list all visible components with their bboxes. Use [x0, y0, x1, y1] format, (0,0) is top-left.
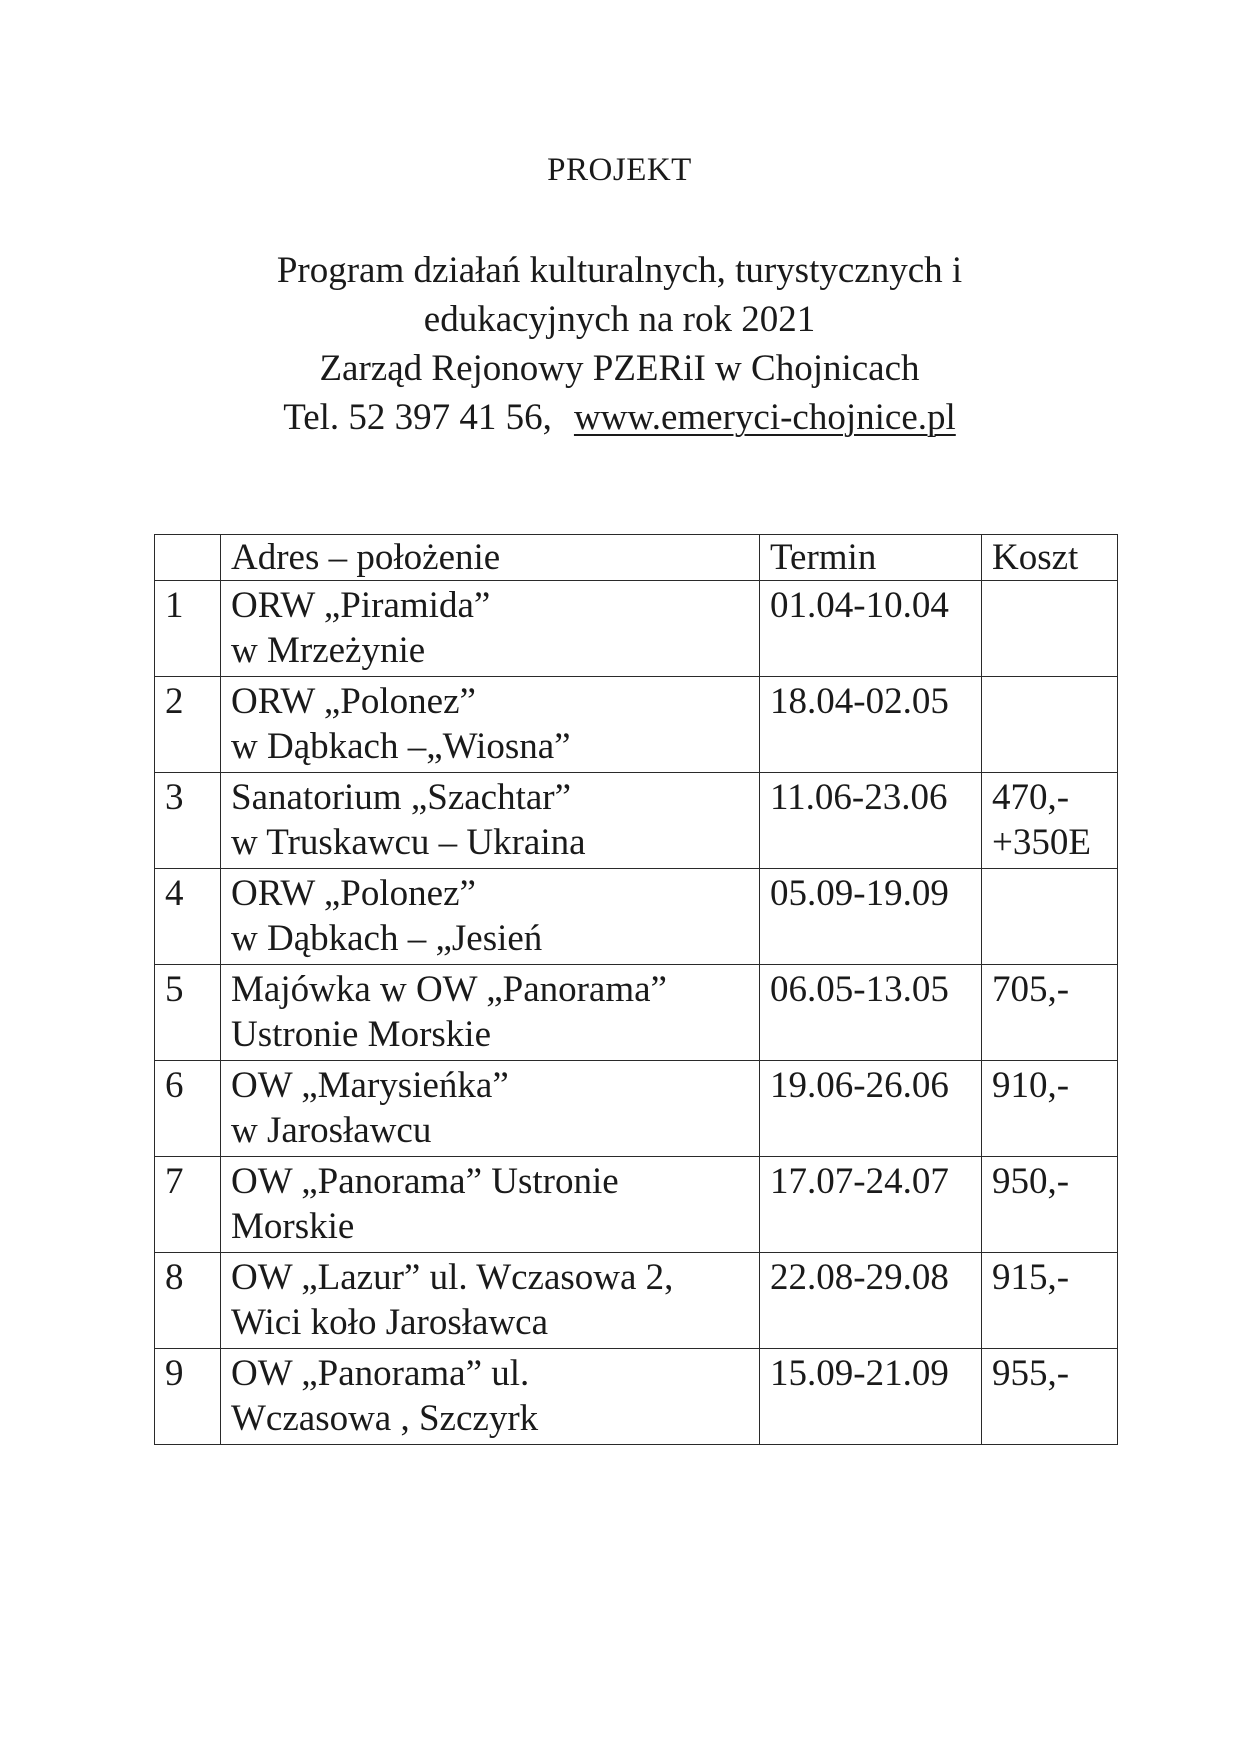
row-number: 2 — [155, 677, 221, 773]
address-line-2: w Dąbkach – „Jesień — [231, 918, 543, 959]
address-line-1: ORW „Polonez” — [231, 681, 476, 722]
row-term: 11.06-23.06 — [760, 773, 982, 869]
address-line-2: w Dąbkach –„Wiosna” — [231, 726, 571, 767]
row-term: 17.07-24.07 — [760, 1157, 982, 1253]
heading-line-1: Program działań kulturalnych, turystycznych i — [276, 250, 963, 291]
address-line-2: Wczasowa , Szczyrk — [231, 1398, 539, 1439]
address-line-2: w Mrzeżynie — [231, 630, 426, 671]
program-table — [154, 534, 1118, 1445]
cost-line-2: +350E — [992, 822, 1091, 863]
row-number: 7 — [155, 1157, 221, 1253]
row-address — [221, 677, 760, 773]
row-address — [221, 1061, 760, 1157]
cost-line-1: 950,- — [992, 1161, 1070, 1202]
table-row — [155, 1349, 1118, 1445]
cost-line-1: 955,- — [992, 1353, 1070, 1394]
row-cost — [982, 1061, 1118, 1157]
heading-line-2: edukacyjnych na rok 2021 — [423, 299, 816, 340]
address-line-1: OW „Lazur” ul. Wczasowa 2, — [231, 1257, 674, 1298]
table-row — [155, 869, 1118, 965]
row-cost — [982, 965, 1118, 1061]
row-term: 05.09-19.09 — [760, 869, 982, 965]
row-number: 6 — [155, 1061, 221, 1157]
phone-number: Tel. 52 397 41 56, — [283, 397, 552, 438]
table-row — [155, 677, 1118, 773]
row-address — [221, 1349, 760, 1445]
row-address — [221, 1253, 760, 1349]
address-line-1: ORW „Polonez” — [231, 873, 476, 914]
row-number: 1 — [155, 581, 221, 677]
address-line-2: w Jarosławcu — [231, 1110, 432, 1151]
address-line-1: OW „Panorama” Ustronie — [231, 1161, 619, 1202]
table-row — [155, 1061, 1118, 1157]
column-header-cost: Koszt — [982, 535, 1118, 581]
row-number: 5 — [155, 965, 221, 1061]
row-address — [221, 581, 760, 677]
row-term: 06.05-13.05 — [760, 965, 982, 1061]
cost-line-1: 705,- — [992, 969, 1070, 1010]
address-line-2: Morskie — [231, 1206, 355, 1247]
cost-line-1: 470,- — [992, 777, 1070, 818]
row-cost — [982, 1157, 1118, 1253]
table-header-row — [155, 535, 1118, 581]
row-address — [221, 965, 760, 1061]
heading-line-3: Zarząd Rejonowy PZERiI w Chojnicach — [319, 348, 920, 389]
row-term: 19.06-26.06 — [760, 1061, 982, 1157]
row-cost — [982, 677, 1118, 773]
column-header-number — [155, 535, 221, 581]
row-number: 4 — [155, 869, 221, 965]
row-address — [221, 1157, 760, 1253]
row-term: 18.04-02.05 — [760, 677, 982, 773]
row-term: 22.08-29.08 — [760, 1253, 982, 1349]
column-header-term: Termin — [760, 535, 982, 581]
row-number: 8 — [155, 1253, 221, 1349]
row-term: 15.09-21.09 — [760, 1349, 982, 1445]
row-cost — [982, 581, 1118, 677]
table-row — [155, 581, 1118, 677]
address-line-1: OW „Panorama” ul. — [231, 1353, 530, 1394]
table-body — [155, 535, 1118, 1445]
row-term: 01.04-10.04 — [760, 581, 982, 677]
row-cost — [982, 773, 1118, 869]
cost-line-1: 915,- — [992, 1257, 1070, 1298]
contact-line — [0, 393, 1239, 442]
table-row — [155, 1157, 1118, 1253]
address-line-2: w Truskawcu – Ukraina — [231, 822, 586, 863]
row-number: 9 — [155, 1349, 221, 1445]
row-number: 3 — [155, 773, 221, 869]
document-title: PROJEKT — [547, 152, 692, 188]
address-line-1: OW „Marysieńka” — [231, 1065, 509, 1106]
address-line-1: Majówka w OW „Panorama” — [231, 969, 667, 1010]
document-heading — [0, 246, 1239, 442]
address-line-1: ORW „Piramida” — [231, 585, 491, 626]
address-line-1: Sanatorium „Szachtar” — [231, 777, 572, 818]
row-cost — [982, 1253, 1118, 1349]
table-row — [155, 1253, 1118, 1349]
row-address — [221, 869, 760, 965]
table-row — [155, 773, 1118, 869]
cost-line-1: 910,- — [992, 1065, 1070, 1106]
column-header-address: Adres – położenie — [221, 535, 760, 581]
row-cost — [982, 1349, 1118, 1445]
website-link[interactable]: www.emeryci-chojnice.pl — [573, 397, 956, 438]
table-row — [155, 965, 1118, 1061]
row-cost — [982, 869, 1118, 965]
address-line-2: Wici koło Jarosławca — [231, 1302, 549, 1343]
address-line-2: Ustronie Morskie — [231, 1014, 491, 1055]
row-address — [221, 773, 760, 869]
